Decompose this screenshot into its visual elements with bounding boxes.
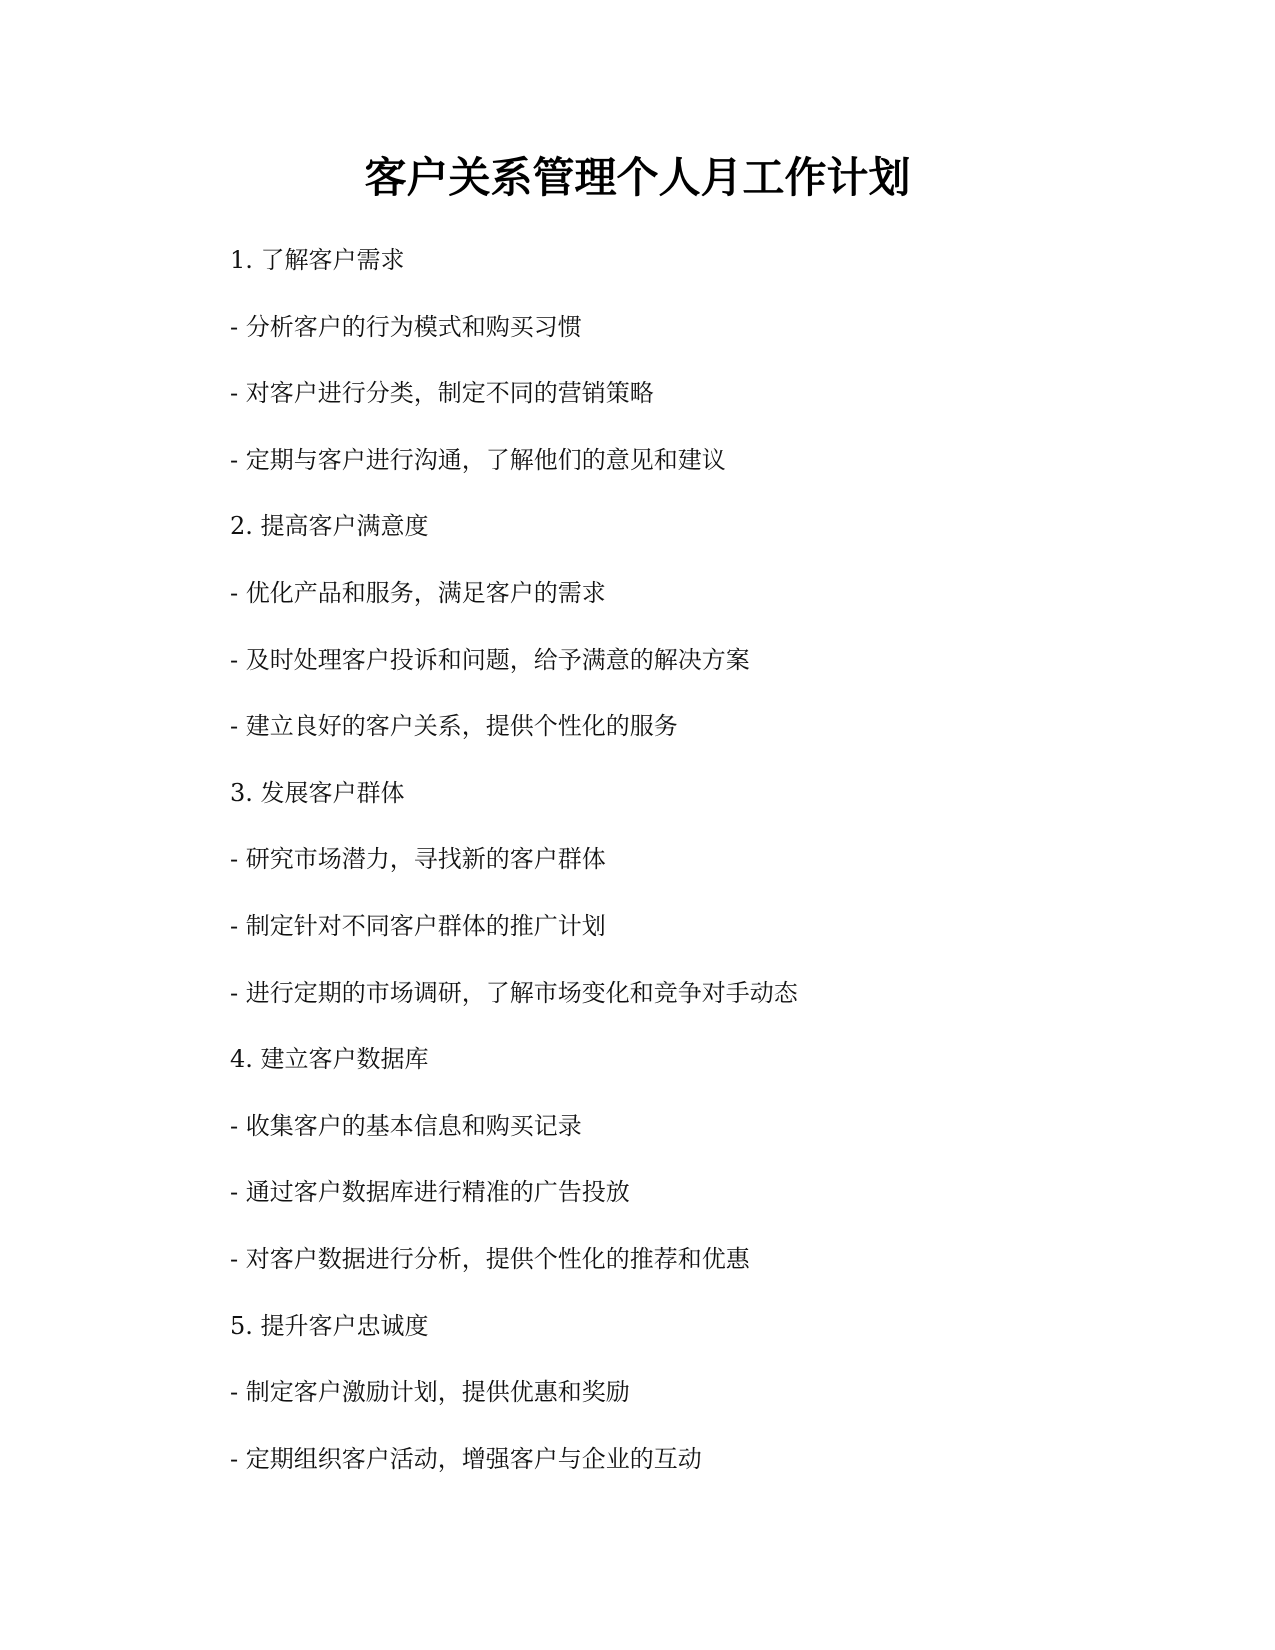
section-heading-5: 5. 提升客户忠诚度 <box>230 1311 429 1340</box>
section-heading-2: 2. 提高客户满意度 <box>230 512 429 541</box>
section-heading-3: 3. 发展客户群体 <box>230 778 405 807</box>
list-item: - 通过客户数据库进行精准的广告投放 <box>230 1178 630 1207</box>
list-item: - 收集客户的基本信息和购买记录 <box>230 1111 582 1140</box>
list-item: - 建立良好的客户关系，提供个性化的服务 <box>230 712 678 741</box>
section-heading-4: 4. 建立客户数据库 <box>230 1045 429 1074</box>
list-item: - 制定客户激励计划，提供优惠和奖励 <box>230 1378 630 1407</box>
list-item: - 制定针对不同客户群体的推广计划 <box>230 911 606 940</box>
list-item: - 定期组织客户活动，增强客户与企业的互动 <box>230 1444 702 1473</box>
document-title: 客户关系管理个人月工作计划 <box>364 153 911 202</box>
list-item: - 进行定期的市场调研，了解市场变化和竞争对手动态 <box>230 978 798 1007</box>
list-item: - 及时处理客户投诉和问题，给予满意的解决方案 <box>230 645 750 674</box>
document-body <box>230 242 1130 1507</box>
section-heading-1: 1. 了解客户需求 <box>230 246 405 274</box>
list-item: - 优化产品和服务，满足客户的需求 <box>230 578 606 607</box>
list-item: - 研究市场潜力，寻找新的客户群体 <box>230 845 606 874</box>
list-item: - 对客户数据进行分析，提供个性化的推荐和优惠 <box>230 1244 750 1273</box>
list-item: - 分析客户的行为模式和购买习惯 <box>230 312 582 341</box>
list-item: - 对客户进行分类，制定不同的营销策略 <box>230 379 654 408</box>
list-item: - 定期与客户进行沟通，了解他们的意见和建议 <box>230 445 726 474</box>
